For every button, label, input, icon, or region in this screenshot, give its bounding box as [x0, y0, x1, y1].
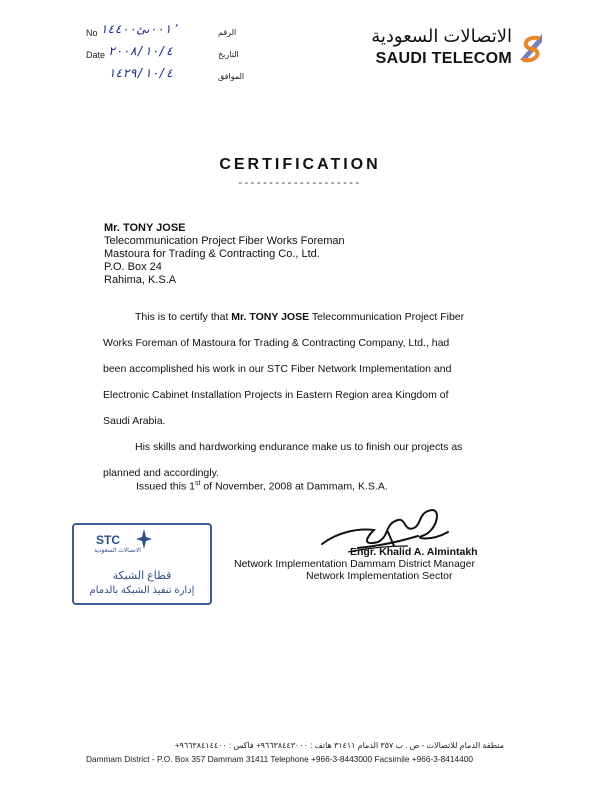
reference-block [86, 22, 256, 86]
reference-number-value: ٠٠١٬ٮئ١٤٤٠٠ [100, 22, 179, 36]
issued-superscript: st [194, 480, 201, 487]
logo-arabic-text: الاتصالات السعودية [371, 26, 512, 46]
reference-hijri-value: ١٤٢٩/١٠/٤ [108, 66, 174, 80]
title-underline: -------------------- [238, 177, 362, 189]
body-line-1-rest: Telecommunication Project Fiber [309, 311, 465, 323]
reference-number-label-ar: الرقم [218, 28, 237, 37]
body-line-2: Works Foreman of Mastoura for Trading & Contracting Company, Ltd., had [103, 337, 450, 349]
stamp-brand: STC [96, 533, 120, 547]
signer-name: Engr. Khalid A. Almintakh [350, 546, 478, 558]
issued-date-line [136, 480, 388, 493]
logo-english-text: SAUDI TELECOM [375, 50, 512, 67]
stamp-line-1: قطاع الشبكة [112, 570, 172, 582]
reference-number-label: No [86, 28, 98, 38]
body-line-1 [103, 304, 503, 330]
addressee-name: Mr. TONY JOSE [104, 222, 186, 234]
addressee-company: Mastoura for Trading & Contracting Co., Ltd. [104, 248, 320, 260]
reference-date-row [86, 44, 256, 64]
stamp-brand-arabic: الاتصالات السعودية [94, 548, 141, 554]
addressee-block [104, 222, 345, 287]
body-para2-line-1: His skills and hardworking endurance make us to finish our projects as [135, 441, 463, 453]
document-title: CERTIFICATION [219, 156, 381, 173]
addressee-position: Telecommunication Project Fiber Works Foreman [104, 235, 345, 247]
reference-hijri-row [86, 66, 256, 86]
footer-arabic-address: منطقة الدمام للاتصالات - ص . ب ٣٥٧ الدمام ٣١٤١١ هاتف : ٩٦٦٣٨٤٤٣٠٠٠+ فاكس : ٩٦٦٣٨٤١٤٤٠٠+ [174, 741, 504, 750]
reference-hijri-label-ar: الموافق [218, 72, 245, 81]
signer-title: Network Implementation Dammam District Manager [234, 558, 475, 570]
issued-rest: of November, 2008 at Dammam, K.S.A. [200, 480, 388, 493]
body-line-4: Electronic Cabinet Installation Projects in Eastern Region area Kingdom of [103, 389, 449, 401]
body-para2-line-2: planned and accordingly. [103, 467, 219, 479]
issued-prefix: Issued this 1 [136, 480, 195, 493]
signer-block [234, 546, 478, 582]
addressee-city: Rahima, K.S.A [104, 274, 177, 286]
stamp-line-2: إدارة تنفيذ الشبكة بالدمام [89, 585, 195, 596]
stc-s-logo-icon [516, 30, 546, 68]
reference-date-label-ar: التاريخ [218, 50, 239, 59]
body-intro: This is to certify that [135, 311, 232, 323]
body-line-5: Saudi Arabia. [103, 415, 166, 427]
addressee-po-box: P.O. Box 24 [104, 261, 162, 273]
reference-date-label: Date [86, 50, 106, 60]
footer-english-address: Dammam District - P.O. Box 357 Dammam 31411 Telephone +966-3-8443000 Facsimile +966-3-8414400 [86, 754, 473, 764]
saudi-telecom-logo [350, 26, 546, 76]
body-line-3: been accomplished his work in our STC Fiber Network Implementation and [103, 363, 452, 375]
certificate-body [103, 304, 503, 486]
stamp-logo-icon [134, 527, 154, 551]
signer-sector: Network Implementation Sector [306, 570, 453, 582]
reference-date-value: ٢٠٠٨/١٠/٤ [108, 44, 174, 58]
reference-number-row [86, 22, 256, 42]
office-stamp [72, 523, 212, 605]
body-name: Mr. TONY JOSE [231, 311, 310, 323]
